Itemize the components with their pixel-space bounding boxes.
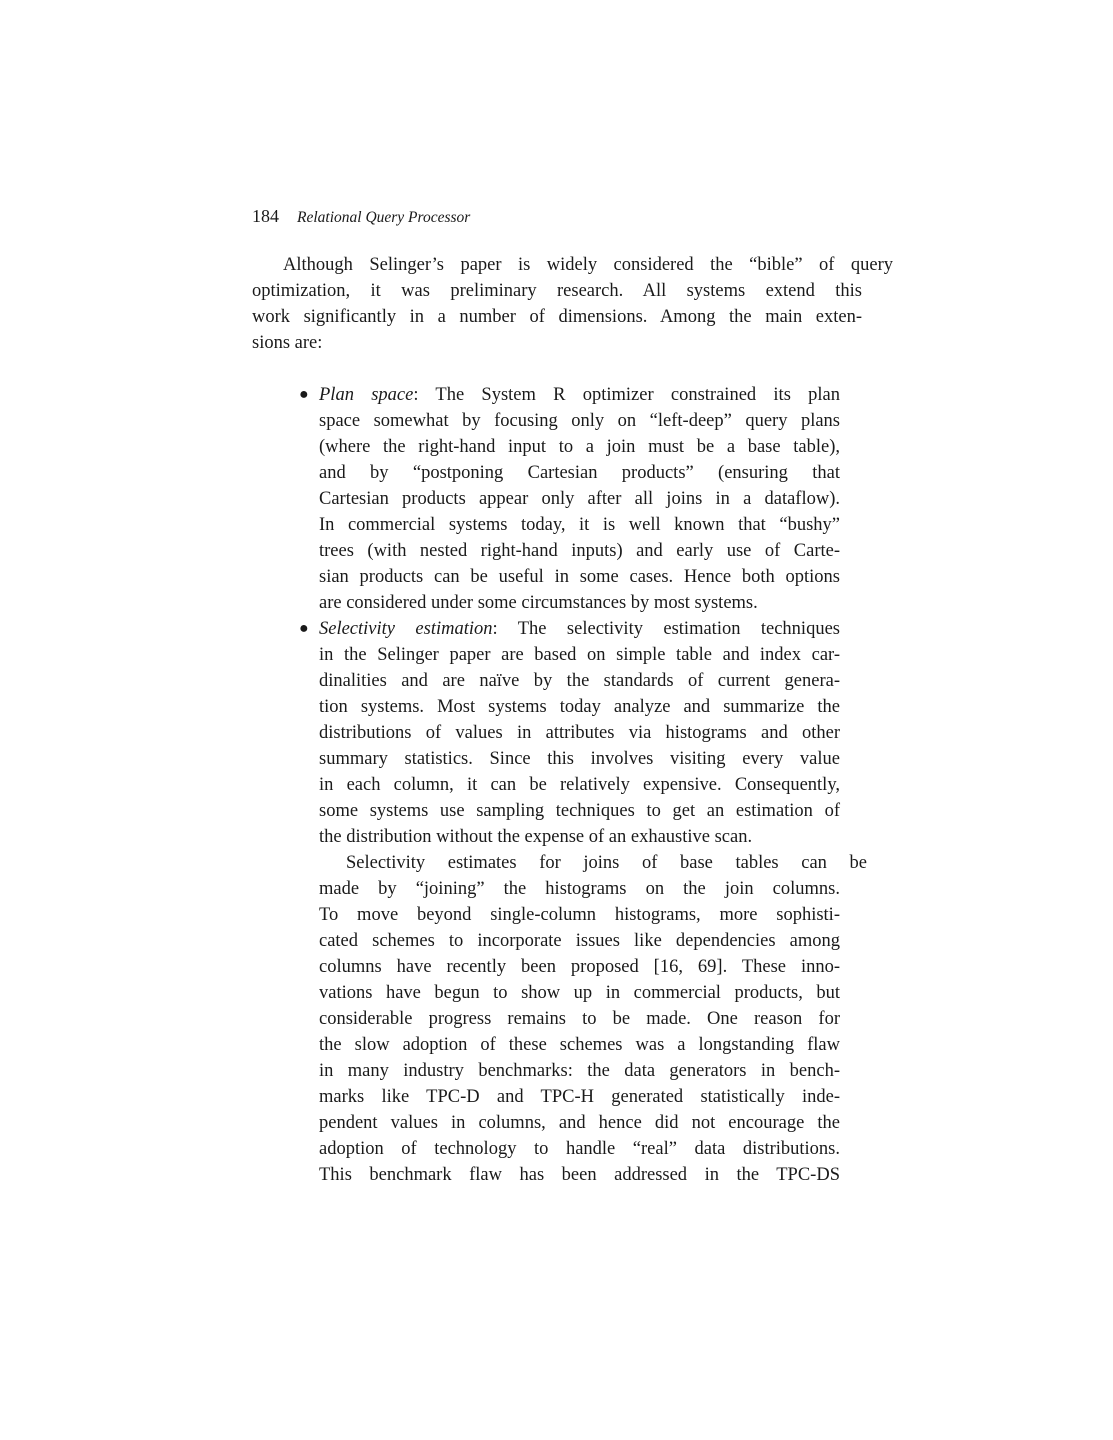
list-item-selectivity-estimation	[299, 616, 867, 1188]
running-title: Relational Query Processor	[297, 209, 471, 226]
text-run: : The selectivity estimation techniques	[492, 619, 840, 639]
text-line: (where the right-hand input to a join must be a base table),	[319, 437, 840, 457]
text-line	[319, 382, 840, 408]
term: Selectivity estimation	[319, 619, 493, 639]
text-line: To move beyond single-column histograms, more sophisti-	[319, 905, 840, 925]
text-line: cated schemes to incorporate issues like dependencies among	[319, 931, 840, 951]
text-line: made by “joining” the histograms on the join columns.	[319, 879, 840, 899]
text-line: pendent values in columns, and hence did not encourage the	[319, 1113, 840, 1133]
text-line: Cartesian products appear only after all joins in a dataflow).	[319, 489, 840, 509]
text-line: optimization, it was preliminary research. All systems extend this	[252, 281, 862, 301]
running-header	[252, 206, 470, 230]
extensions-list	[299, 382, 867, 1188]
continuation-paragraph	[319, 850, 867, 1188]
text-line: In commercial systems today, it is well known that “bushy”	[319, 515, 840, 535]
text-line: Selectivity estimates for joins of base tables can be	[346, 853, 867, 873]
text-line: adoption of technology to handle “real” data distributions.	[319, 1139, 840, 1159]
text-line: vations have begun to show up in commercial products, but	[319, 983, 840, 1003]
text-line	[319, 616, 840, 642]
page-number: 184	[252, 206, 279, 226]
text-line: and by “postponing Cartesian products” (ensuring that	[319, 463, 840, 483]
text-line: Although Selinger’s paper is widely considered the “bible” of query	[283, 255, 893, 275]
text-line: some systems use sampling techniques to get an estimation of	[319, 801, 840, 821]
text-line: considerable progress remains to be made. One reason for	[319, 1009, 840, 1029]
text-line: sian products can be useful in some cases. Hence both options	[319, 567, 840, 587]
text-line: sions are:	[252, 333, 323, 353]
text-run: : The System R optimizer constrained its plan	[413, 385, 841, 405]
text-line: in each column, it can be relatively expensive. Consequently,	[319, 775, 840, 795]
text-line: are considered under some circumstances by most systems.	[319, 593, 758, 613]
term: Plan space	[319, 385, 414, 405]
text-line: trees (with nested right-hand inputs) and early use of Carte-	[319, 541, 840, 561]
text-line: work significantly in a number of dimensions. Among the main exten-	[252, 307, 862, 327]
text-line: dinalities and are naïve by the standards of current genera-	[319, 671, 840, 691]
text-line: marks like TPC-D and TPC-H generated statistically inde-	[319, 1087, 840, 1107]
bullet-icon: ●	[299, 386, 309, 403]
bullet-icon: ●	[299, 620, 309, 637]
text-line: This benchmark flaw has been addressed in the TPC-DS	[319, 1165, 840, 1185]
text-line: the distribution without the expense of an exhaustive scan.	[319, 827, 753, 847]
text-line: the slow adoption of these schemes was a longstanding flaw	[319, 1035, 840, 1055]
text-line: in many industry benchmarks: the data generators in bench-	[319, 1061, 840, 1081]
text-line: in the Selinger paper are based on simple table and index car-	[319, 645, 840, 665]
text-line: tion systems. Most systems today analyze and summarize the	[319, 697, 840, 717]
intro-paragraph	[252, 252, 893, 356]
list-item-plan-space	[299, 382, 841, 616]
page-body	[252, 252, 893, 1188]
text-line: columns have recently been proposed [16, 69]. These inno-	[319, 957, 840, 977]
text-line: distributions of values in attributes via histograms and other	[319, 723, 840, 743]
text-line: space somewhat by focusing only on “left-deep” query plans	[319, 411, 840, 431]
text-line: summary statistics. Since this involves visiting every value	[319, 749, 840, 769]
